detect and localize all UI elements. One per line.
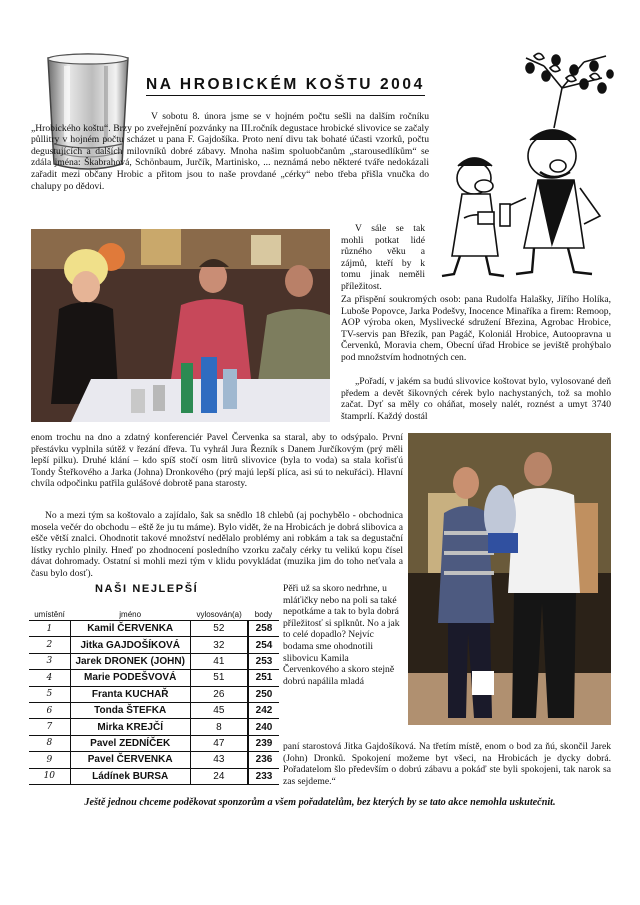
rank-position: 1 [29,621,70,637]
contestant-name: Ládínek BURSA [70,768,190,784]
table-row [29,670,279,686]
rank-position: 9 [29,752,70,768]
col-position: umístění [29,608,70,621]
paragraph-results-rest: paní starostová Jitka Gajdošíková. Na třetím místě, enom o bod za ňú, skončil Jarek (John) Dronků. Spokojení možeme byt všeci, na Hrobicách je dycky dobrá. Pořadatelom šlo především o dobrú zábavu a pokáď ste byli spokojeni, tak narok sa zas sejdeme.“ [283,741,611,787]
rank-position: 2 [29,637,70,653]
paragraph-sponsors: Za přispění soukromých osob: pana Rudolfa Halašky, Jiřího Holíka, Luboše Popovce, Jarka Podešvy, Inocence Minaříka a firem: Remoop, AOP výroba oken, Myslivecké sdružení Březina, Agrobac Hrobice, TV-servis pan Březík, pan Pagáč, Koloniál Hrobice, Autoopravna u Červenků, Moravia chem, Obecní úřad Hrobice se jeviště prohýbalo pod množstvím hodnotných cen. [341,294,611,363]
ranking-title: NAŠI NEJLEPŠÍ [95,583,199,595]
table-row [29,637,279,653]
rank-position: 8 [29,735,70,751]
paragraph-people-meet: V sále se tak mohli potkat lidé různého věku a zájmů, kteří by k tomu jinak neměli příležitost. [341,223,425,292]
col-drawn: vylosován(a) [190,608,248,621]
rank-position: 7 [29,719,70,735]
cartoon-drinkers-image [434,48,614,280]
col-name: jméno [70,608,190,621]
paragraph-order-cont: enom trochu na dno a zdatný konferenciér Pavel Červenka sa staral, aby to odsýpalo. První přestávku vyplnila sútěž v řezání dřeva. Tu vyhrál Jura Řezník s Danem Jurčíkovým (prý měli lepší pilku). Druhé klání – kdo spíš stočí osm litrů slivovice (byla to voda) sa stala kořisťú Tondy Šteřkového a Jarka (Johna) Dronkového (prý majú lepší plíca, asi sú to nekuřáci). Hlavní chvíla odpočinku patřila gulášové dobrotě pana starosty. [31,432,403,490]
contestant-name: Kamil ČERVENKA [70,621,190,637]
rank-position: 6 [29,702,70,718]
drawn-number: 52 [190,621,248,637]
table-row [29,702,279,718]
points: 254 [248,637,279,653]
rank-position: 3 [29,653,70,669]
points: 240 [248,719,279,735]
paragraph-tasting: No a mezi tým sa koštovalo a zajídalo, šak sa snědlo 18 chlebů (aj pochybělo - obchodnica mosela večér do obchodu – eště že ju tu máme). Bylo vidět, že na Hrobicách je dobrá slibovica a ešče větší znalci. Ohodnotit takové množství nedělalo problémy ani robkám a tak sa degustační lístky rychlo plnily. Hneď po zhodnocení posledního vzorku začaly cérky tu velikú kopu čísel dávat dohromady. Ostatní si mohli mezi tým v klidu povykládat (muzika jim do toho neťvala a času bylo dosť). [31,510,403,579]
contestant-name: Marie PODEŠVOVÁ [70,670,190,686]
rank-position: 10 [29,768,70,784]
points: 233 [248,768,279,784]
points: 242 [248,702,279,718]
drawn-number: 26 [190,686,248,702]
contestant-name: Jitka GAJDOŠÍKOVÁ [70,637,190,653]
points: 250 [248,686,279,702]
paragraph-order-start: „Pořadí, v jakém sa budú slivovice koštovat bylo, vylosované deň předem a devět šikovných cérek bylo nachystaných, tož sa mohlo začat. Dyť sa měly co oháňat, mosely nalét, roznést a umyt 3740 štamprlí. Každý dostál [341,376,611,422]
intro-paragraph: V sobotu 8. února jsme se v hojném počtu sešli na dalším ročníku „Hrobického koštu“. Brzy po zveřejnění pozvánky na III.ročník degustace hrobické slivovice se začaly půllitry v hojném počtu scházet u pana F. Gajdošíka. Proto není divu tak bohaté účasti vzorků, počtu degustujících a dalších milovníků dobré zábavy. Mnoha našim spoluobčanům „starousedlíkům“ se zdála jména: Škabrahová, Schönbaum, Jurčík, Martinisko, ... neznámá nebo některé tváře nedokázali zařadit mezi občany Hrobic a přitom jsou to naše provdané „cérky“ nebo třeba přišla vnučka do chalupy po dědovi. [31,111,429,192]
table-row [29,768,279,784]
points: 253 [248,653,279,669]
photo-tasting-table [31,229,330,422]
contestant-name: Mirka KREJČÍ [70,719,190,735]
col-points: body [248,608,279,621]
contestant-name: Pavel ČERVENKA [70,752,190,768]
rank-position: 4 [29,670,70,686]
table-row [29,653,279,669]
paragraph-results-narrow: Pěři už sa skoro nedrhne, u mláťičky nebo na poli sa také nepotkáme a tak to byla dobrá příležitosť si splknůt. No a jak to celé dopadlo? Nejvíc bodama sme ohodnotili slibovicu Kamila Červenkového a skoro stejně dobrú napálila mladá [283,583,400,687]
footer-thanks: Ještě jednou chceme poděkovat sponzorům a všem pořadatelům, bez kterých by se tato akce nemohla uskutečnit. [84,797,556,808]
contestant-name: Pavel ZEDNÍČEK [70,735,190,751]
drawn-number: 24 [190,768,248,784]
drawn-number: 8 [190,719,248,735]
drawn-number: 51 [190,670,248,686]
drawn-number: 45 [190,702,248,718]
table-row [29,719,279,735]
table-row [29,621,279,637]
table-row [29,686,279,702]
table-row [29,752,279,768]
drawn-number: 41 [190,653,248,669]
article-title: NA HROBICKÉM KOŠTU 2004 [146,76,425,96]
drawn-number: 32 [190,637,248,653]
contestant-name: Tonda ŠTEFKA [70,702,190,718]
points: 251 [248,670,279,686]
contestant-name: Franta KUCHAŘ [70,686,190,702]
points: 239 [248,735,279,751]
points: 236 [248,752,279,768]
drawn-number: 43 [190,752,248,768]
drawn-number: 47 [190,735,248,751]
contestant-name: Jarek DRONEK (JOHN) [70,653,190,669]
ranking-table [29,608,279,785]
table-row [29,735,279,751]
points: 258 [248,621,279,637]
photo-award-ceremony [408,433,611,725]
rank-position: 5 [29,686,70,702]
